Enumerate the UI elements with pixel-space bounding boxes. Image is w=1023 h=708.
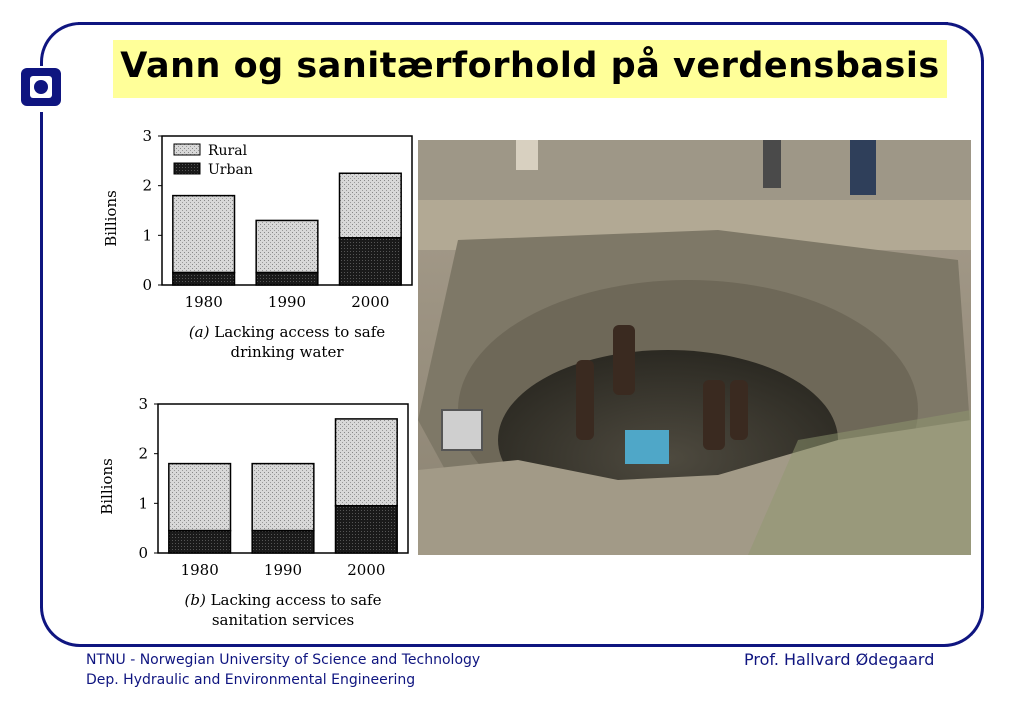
bar-rural [256,220,318,272]
bar-rural [173,196,235,273]
page-title: Vann og sanitærforhold på verdensbasis [120,46,940,86]
chart-drinking-water [100,124,418,374]
frame-corner [40,600,84,647]
y-axis-label: Billions [98,458,116,515]
bar-urban [336,506,398,553]
footer-author: Prof. Hallvard Ødegaard [744,650,935,669]
legend-swatch-rural [174,144,200,155]
y-tick-label: 1 [138,494,148,513]
x-tick-label: 1990 [263,561,303,579]
title-banner [113,40,947,98]
y-tick-label: 1 [142,226,152,245]
bar-urban [252,531,314,553]
caption-prefix: (b) [184,591,211,609]
bar-rural [252,464,314,531]
bar-urban [173,273,235,285]
y-tick-label: 0 [142,276,152,294]
footer-line2: Dep. Hydraulic and Environmental Engineering [86,672,416,688]
caption-text: Lacking access to safe [214,323,386,341]
stepwell-photo [418,140,971,555]
bar-urban [340,238,402,285]
footer-line1: NTNU - Norwegian University of Science and Technology [86,652,481,668]
frame-line [78,22,948,25]
frame-corner [940,600,984,647]
frame-line [80,644,944,647]
y-tick-label: 3 [138,395,148,413]
x-tick-label: 1980 [180,561,219,579]
footer-institution [86,650,480,690]
legend-label-rural: Rural [208,143,248,159]
frame-corner [40,22,84,66]
bar-rural [169,464,231,531]
frame-line [981,60,984,608]
caption-line2: drinking water [230,343,344,361]
bar-rural [340,173,402,238]
x-tick-label: 1980 [184,293,223,311]
caption-text: Lacking access to safe [210,591,382,609]
chart-sanitation [96,392,414,642]
frame-line [40,112,43,608]
bar-urban [169,531,231,553]
legend-swatch-urban [174,163,200,174]
y-tick-label: 0 [138,544,148,562]
y-axis-label: Billions [102,190,120,247]
legend-label-urban: Urban [208,162,253,178]
caption-line1 [185,591,382,609]
caption-line2: sanitation services [211,611,355,629]
caption-line1 [189,323,385,341]
x-tick-label: 1990 [267,293,307,311]
ntnu-logo-icon [21,68,61,106]
bar-rural [336,419,398,506]
y-tick-label: 2 [138,444,148,463]
x-tick-label: 2000 [347,561,386,579]
bar-urban [256,273,318,285]
y-tick-label: 2 [142,176,152,195]
x-tick-label: 2000 [351,293,390,311]
caption-prefix: (a) [188,323,215,341]
y-tick-label: 3 [142,127,152,145]
